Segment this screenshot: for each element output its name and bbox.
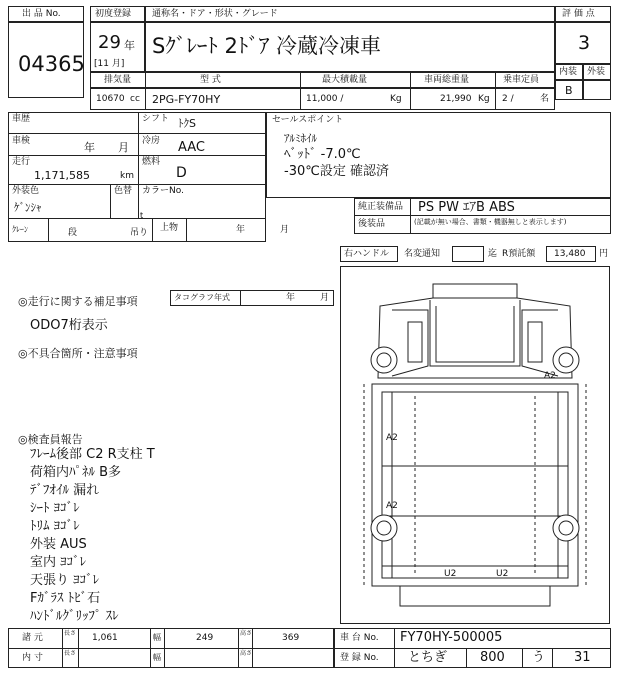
inspector-label: ◎検査員報告 xyxy=(18,433,83,446)
reg-kana: う xyxy=(532,650,546,665)
displacement-unit: cc xyxy=(130,94,140,104)
recycle-unit: 円 xyxy=(599,249,609,259)
width-label: 幅 xyxy=(153,633,161,642)
inspector-line-3: ﾃﾞﾌｵｲﾙ 漏れ xyxy=(30,483,100,498)
inspection-label: 車検 xyxy=(12,136,31,146)
upper-month: 月 xyxy=(280,225,290,235)
mileage-label: 走行 xyxy=(12,157,31,167)
deadline-label: 迄 xyxy=(488,249,498,259)
inspector-line-5: ﾄﾘﾑ ﾖｺﾞﾚ xyxy=(30,519,80,534)
inner-length-label: 長さ xyxy=(64,650,77,657)
color-value: ｹﾞﾝｼｬ xyxy=(14,201,42,214)
damage-mark-1: A2 xyxy=(544,371,556,381)
max-load-label: 最大積載量 xyxy=(322,75,368,85)
rating-value: 3 xyxy=(578,32,591,54)
defect-label: ◎不具合箇所・注意事項 xyxy=(18,347,138,360)
lot-no-label: 出 品 No. xyxy=(22,9,61,19)
inner-label: 内 寸 xyxy=(22,653,43,663)
gvw-label: 車両総重量 xyxy=(424,75,470,85)
mileage-unit: km xyxy=(120,171,134,181)
rating-label: 評 価 点 xyxy=(562,9,595,19)
color-no-label: 色替 xyxy=(114,186,133,196)
max-load-value: 11,000 / xyxy=(306,94,344,104)
damage-mark-4: U2 xyxy=(444,569,457,579)
inspector-line-7: 室内 ﾖｺﾞﾚ xyxy=(30,555,87,570)
inspector-line-2: 荷箱内ﾊﾟﾈﾙ B多 xyxy=(30,465,122,480)
fuel-label: 燃料 xyxy=(142,157,161,167)
name-label: 通称名・ドア・形状・グレード xyxy=(152,9,278,19)
model-label: 型 式 xyxy=(200,75,221,85)
reg-number: 31 xyxy=(574,650,591,665)
displacement-value: 10670 xyxy=(96,94,125,104)
upper-year: 年 xyxy=(236,225,246,235)
height-label: 高さ xyxy=(240,630,253,637)
vehicle-name: Sｸﾞﾚｰﾄ 2ﾄﾞｱ 冷蔵冷凍車 xyxy=(152,34,382,58)
first-reg-year: 29 xyxy=(98,32,121,53)
gvw-unit: Kg xyxy=(478,94,490,104)
inner-height-label: 高さ xyxy=(240,650,253,657)
crane-label: ｸﾚｰﾝ xyxy=(12,225,28,234)
capacity-value: 2 / xyxy=(502,94,514,104)
capacity-label: 乗車定員 xyxy=(503,75,540,85)
max-load-unit: Kg xyxy=(390,94,402,104)
gvw-value: 21,990 xyxy=(440,94,472,104)
handle-label: 右ハンドル xyxy=(344,249,390,259)
specs-label: 諸 元 xyxy=(22,633,43,643)
recycle-label: R預託額 xyxy=(502,249,536,259)
model-value: 2PG-FY70HY xyxy=(152,93,221,106)
inspector-line-9: Fｶﾞﾗｽ ﾄﾋﾞ石 xyxy=(30,591,101,606)
name-change-label: 名変通知 xyxy=(404,249,441,259)
recycle-value: 13,480 xyxy=(554,249,586,259)
first-reg-month: [11 月] xyxy=(94,59,125,69)
tacho-label: タコグラフ年式 xyxy=(174,293,230,302)
truck-top-view-diagram xyxy=(340,266,610,624)
exterior-value-cell xyxy=(583,80,611,100)
width-value: 249 xyxy=(196,633,214,643)
inspector-line-4: ｼｰﾄ ﾖｺﾞﾚ xyxy=(30,501,80,516)
reg-label: 登 録 No. xyxy=(340,653,379,663)
history-label: 車歴 xyxy=(12,114,31,124)
tacho-year: 年 xyxy=(286,293,296,303)
damage-mark-2: A2 xyxy=(386,433,398,443)
aftermarket-note: (記載が無い場合、書類・機器無しと表示します) xyxy=(414,218,567,226)
length-value: 1,061 xyxy=(92,633,118,643)
upper-label: 上物 xyxy=(160,223,179,233)
inspector-line-6: 外装 AUS xyxy=(30,537,87,552)
genuine-label: 純正装備品 xyxy=(358,202,404,212)
first-reg-year-unit: 年 xyxy=(124,39,135,52)
inner-width-label: 幅 xyxy=(153,653,161,662)
aircon-value: AAC xyxy=(178,140,205,155)
aircon-label: 冷房 xyxy=(142,136,161,146)
shift-value: ﾄｸS xyxy=(178,117,196,130)
damage-mark-3: A2 xyxy=(386,501,398,511)
exterior-label: 外装 xyxy=(587,67,606,77)
genuine-value: PS PW ｴｱB ABS xyxy=(418,200,515,215)
lot-no: 04365 xyxy=(18,52,85,76)
inspector-line-8: 天張り ﾖｺﾞﾚ xyxy=(30,573,100,588)
mileage-value: 1,171,585 xyxy=(34,169,90,182)
sales-point-line-2: ﾍﾞｯﾄﾞ -7.0℃ xyxy=(284,147,361,162)
inspector-line-10: ﾊﾝﾄﾞﾙｸﾞﾘｯﾌﾟ ｽﾚ xyxy=(30,609,119,624)
aftermarket-label: 後装品 xyxy=(358,219,386,229)
first-reg-label: 初度登録 xyxy=(95,9,132,19)
sales-point-line-3: -30℃設定 確認済 xyxy=(284,164,389,179)
shift-label: シフト xyxy=(142,114,170,124)
tacho-month: 月 xyxy=(320,293,330,303)
chassis-value: FY70HY-500005 xyxy=(400,630,503,645)
inspector-line-1: ﾌﾚｰﾑ後部 C2 R支柱 T xyxy=(30,447,155,462)
chassis-label: 車 台 No. xyxy=(340,633,379,643)
name-change-box xyxy=(452,246,484,262)
crane-stage: 段 xyxy=(68,228,78,238)
color-no-unit: t xyxy=(140,211,144,220)
inspection-month: 月 xyxy=(118,141,129,154)
inspection-year: 年 xyxy=(84,141,95,154)
interior-value: B xyxy=(565,84,573,97)
capacity-unit: 名 xyxy=(540,94,550,104)
damage-mark-5: U2 xyxy=(496,569,509,579)
color-code-label: カラーNo. xyxy=(142,186,184,196)
reg-area: とちぎ xyxy=(408,650,448,665)
fuel-value: D xyxy=(176,165,187,181)
interior-label: 内装 xyxy=(559,67,578,77)
reg-class: 800 xyxy=(480,650,505,665)
crane-lift: 吊り xyxy=(130,228,149,238)
length-label: 長さ xyxy=(64,630,77,637)
height-value: 369 xyxy=(282,633,300,643)
color-label: 外装色 xyxy=(12,186,40,196)
sales-point-line-1: ｱﾙﾐﾎｲﾙ xyxy=(284,132,317,145)
displacement-label: 排気量 xyxy=(104,75,132,85)
sales-points-label: セールスポイント xyxy=(272,115,344,125)
mileage-note-label: ◎走行に関する補足事項 xyxy=(18,295,138,308)
odo-note: ODO7桁表示 xyxy=(30,318,108,333)
